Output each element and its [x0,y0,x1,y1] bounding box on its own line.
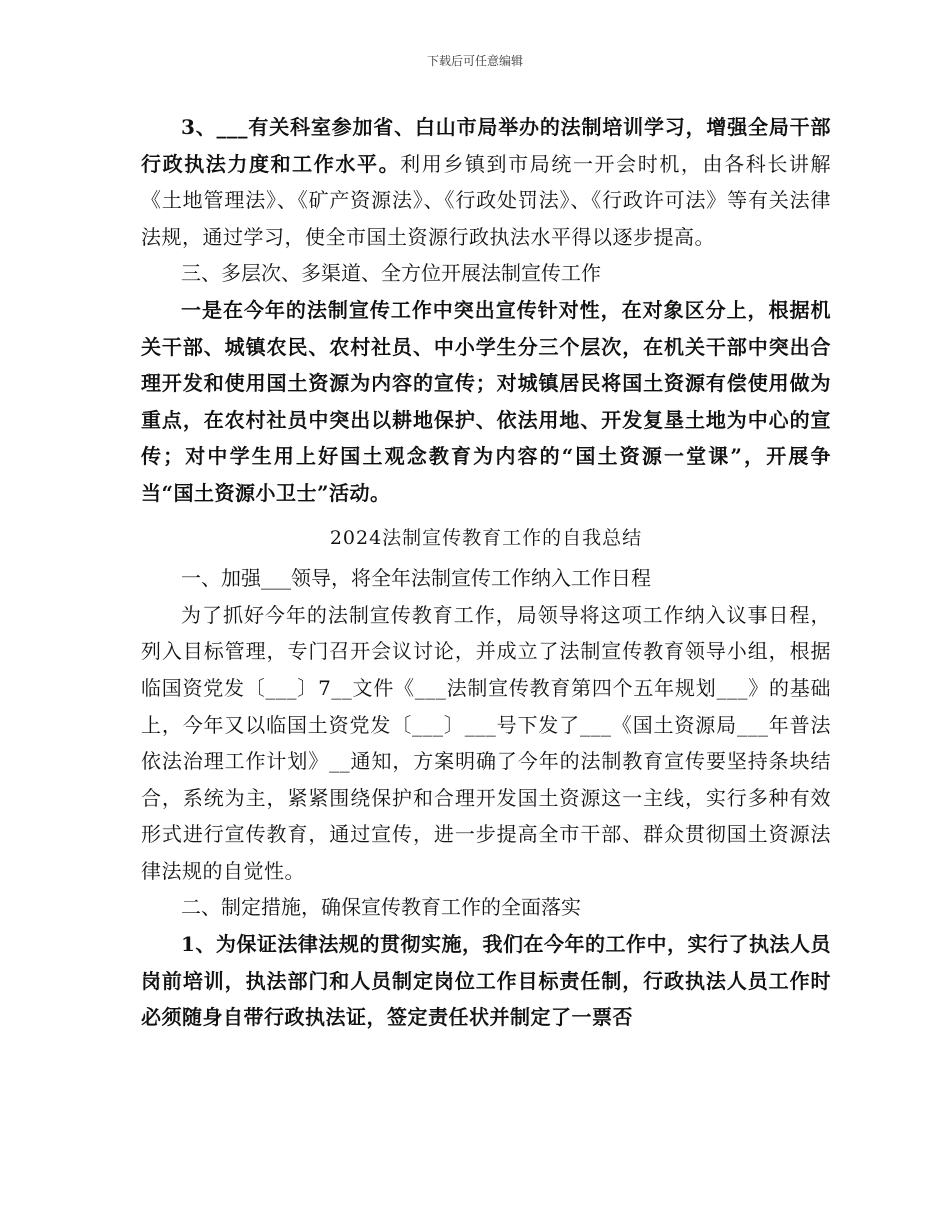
paragraph-leadership: 为了抓好今年的法制宣传教育工作，局领导将这项工作纳入议事日程，列入目标管理，专门召开会议讨论，并成立了法制宣传教育领导小组，根据临国资党发〔___〕7__文件《___法制宣传教育第四个五年规划___》的基础上，今年又以临国土资党发〔___〕___号下发了___《国土资源局___年普法依法治理工作计划》__通知，方案明确了今年的法制教育宣传要坚持条块结合，系统为主，紧紧围绕保护和合理开发国土资源这一主线，实行多种有效形式进行宣传教育，通过宣传，进一步提高全市干部、群众贯彻国土资源法律法规的自觉性。 [141,602,831,883]
page-header: 下载后可任意编辑 [426,54,523,68]
paragraph-targeting: 一是在今年的法制宣传工作中突出宣传针对性，在对象区分上，根据机关干部、城镇农民、农村社员、中小学生分三个层次，在机关干部中突出合理开发和使用国土资源为内容的宣传；对城镇居民将国土资源有偿使用做为重点，在农村社员中突出以耕地保护、依法用地、开发复垦土地为中心的宣传；对中学生用上好国土观念教育为内容的“国土资源一堂课”，开展争当“国土资源小卫士”活动。 [141,297,831,505]
paragraph-training-lead: 3、___有关科室参加省、白山市局举办的法制培训学习，增强全局干部行政执法力度和工作水平。 [141,115,831,176]
section-heading-3: 三、多层次、多渠道、全方位开展法制宣传工作 [181,261,601,286]
paragraph-measures: 1、为保证法律法规的贯彻实施，我们在今年的工作中，实行了执法人员岗前培训，执法部门和人员制定岗位工作目标责任制，行政执法人员工作时必须随身自带行政执法证，签定责任状并制定了一票否 [141,932,831,1030]
paragraph-training-body: 利用乡镇到市局统一开会时机，由各科长讲解《土地管理法》、《矿产资源法》、《行政处罚法》、《行政许可法》等有关法律法规，通过学习，使全市国土资源行政执法水平得以逐步提高。 [141,151,832,249]
document-body [141,109,831,1036]
document-title: 2024法制宣传教育工作的自我总结 [329,526,643,549]
paragraph-training [141,109,831,255]
section-heading-1: 一、加强___领导，将全年法制宣传工作纳入工作日程 [181,566,651,591]
section-heading-2: 二、制定措施，确保宣传教育工作的全面落实 [181,895,581,920]
